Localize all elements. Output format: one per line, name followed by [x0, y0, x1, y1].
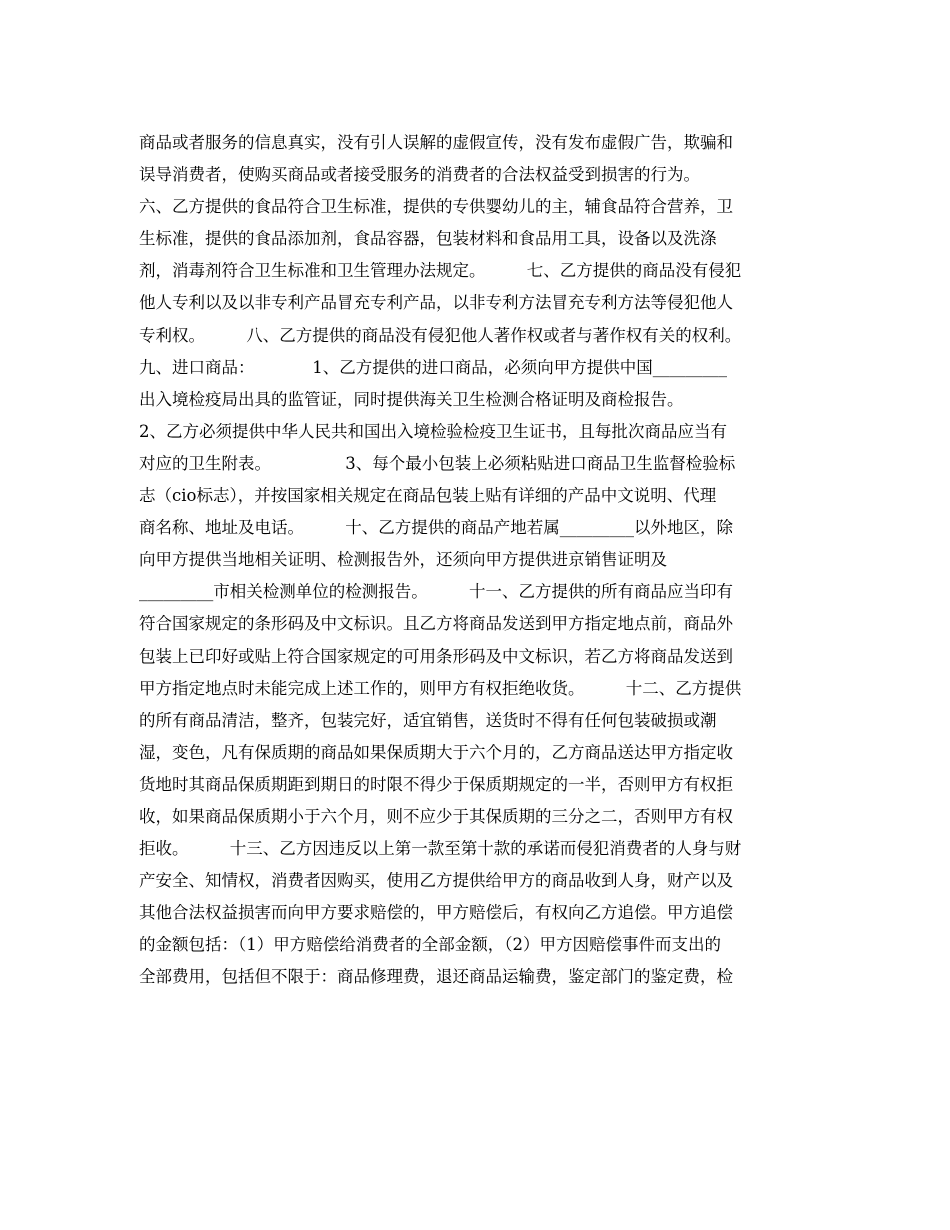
text-line: 符合国家规定的条形码及中文标识。且乙方将商品发送到甲方指定地点前，商品外	[139, 614, 733, 634]
text-line: 包装上已印好或贴上符合国家规定的可用条形码及中文标识，若乙方将商品发送到	[139, 646, 733, 666]
text-line: 拒收。 十三、乙方因违反以上第一款至第十款的承诺而侵犯消费者的人身与财	[139, 839, 742, 859]
contract-text-body	[139, 127, 819, 994]
text-line: 剂，消毒剂符合卫生标准和卫生管理办法规定。 七、乙方提供的商品没有侵犯	[139, 261, 742, 281]
text-line: 全部费用，包括但不限于：商品修理费，退还商品运输费，鉴定部门的鉴定费，检	[139, 967, 733, 987]
text-line: 2、乙方必须提供中华人民共和国出入境检验检疫卫生证书，且每批次商品应当有	[139, 421, 727, 441]
text-line: 湿，变色，凡有保质期的商品如果保质期大于六个月的，乙方商品送达甲方指定收	[139, 742, 733, 762]
text-line: 的金额包括：（1）甲方赔偿给消费者的全部金额，（2）甲方因赔偿事件而支出的	[139, 935, 721, 955]
text-line: 收，如果商品保质期小于六个月，则不应少于其保质期的三分之二，否则甲方有权	[139, 806, 733, 826]
text-line: 专利权。 八、乙方提供的商品没有侵犯他人著作权或者与著作权有关的权利。	[139, 325, 742, 345]
text-line: 他人专利以及以非专利产品冒充专利产品，以非专利方法冒充专利方法等侵犯他人	[139, 293, 733, 313]
text-line: 志（cio标志），并按国家相关规定在商品包装上贴有详细的产品中文说明、代理	[139, 486, 717, 506]
text-line: 商品或者服务的信息真实，没有引人误解的虚假宣传，没有发布虚假广告，欺骗和	[139, 133, 733, 152]
text-line: 货地时其商品保质期距到期日的时限不得少于保质期规定的一半，否则甲方有权拒	[139, 774, 733, 794]
text-line: 其他合法权益损害而向甲方要求赔偿的，甲方赔偿后，有权向乙方追偿。甲方追偿	[139, 903, 733, 923]
text-line: 的所有商品清洁，整齐，包装完好，适宜销售，送货时不得有任何包装破损或潮	[139, 710, 717, 730]
text-line: 对应的卫生附表。 3、每个最小包装上必须粘贴进口商品卫生监督检验标	[139, 453, 736, 473]
text-line: 产安全、知情权，消费者因购买，使用乙方提供给甲方的商品收到人身，财产以及	[139, 871, 733, 891]
text-line: 商名称、地址及电话。 十、乙方提供的商品产地若属_________以外地区，除	[139, 518, 733, 538]
text-line: 误导消费者，使购买商品或者接受服务的消费者的合法权益受到损害的行为。	[139, 165, 700, 185]
text-line: 出入境检疫局出具的监管证，同时提供海关卫生检测合格证明及商检报告。	[139, 389, 684, 409]
text-line: 向甲方提供当地相关证明、检测报告外，还须向甲方提供进京销售证明及	[139, 550, 667, 570]
text-line: 甲方指定地点时未能完成上述工作的，则甲方有权拒绝收货。 十二、乙方提供	[139, 678, 742, 698]
text-line: 生标准，提供的食品添加剂，食品容器，包装材料和食品用工具，设备以及洗涤	[139, 229, 717, 249]
text-line: 六、乙方提供的食品符合卫生标准，提供的专供婴幼儿的主，辅食品符合营养，卫	[139, 197, 733, 217]
text-line: _________市相关检测单位的检测报告。 十一、乙方提供的所有商品应当印有	[139, 582, 733, 602]
text-line: 九、进口商品： 1、乙方提供的进口商品，必须向甲方提供中国_________	[139, 357, 727, 377]
